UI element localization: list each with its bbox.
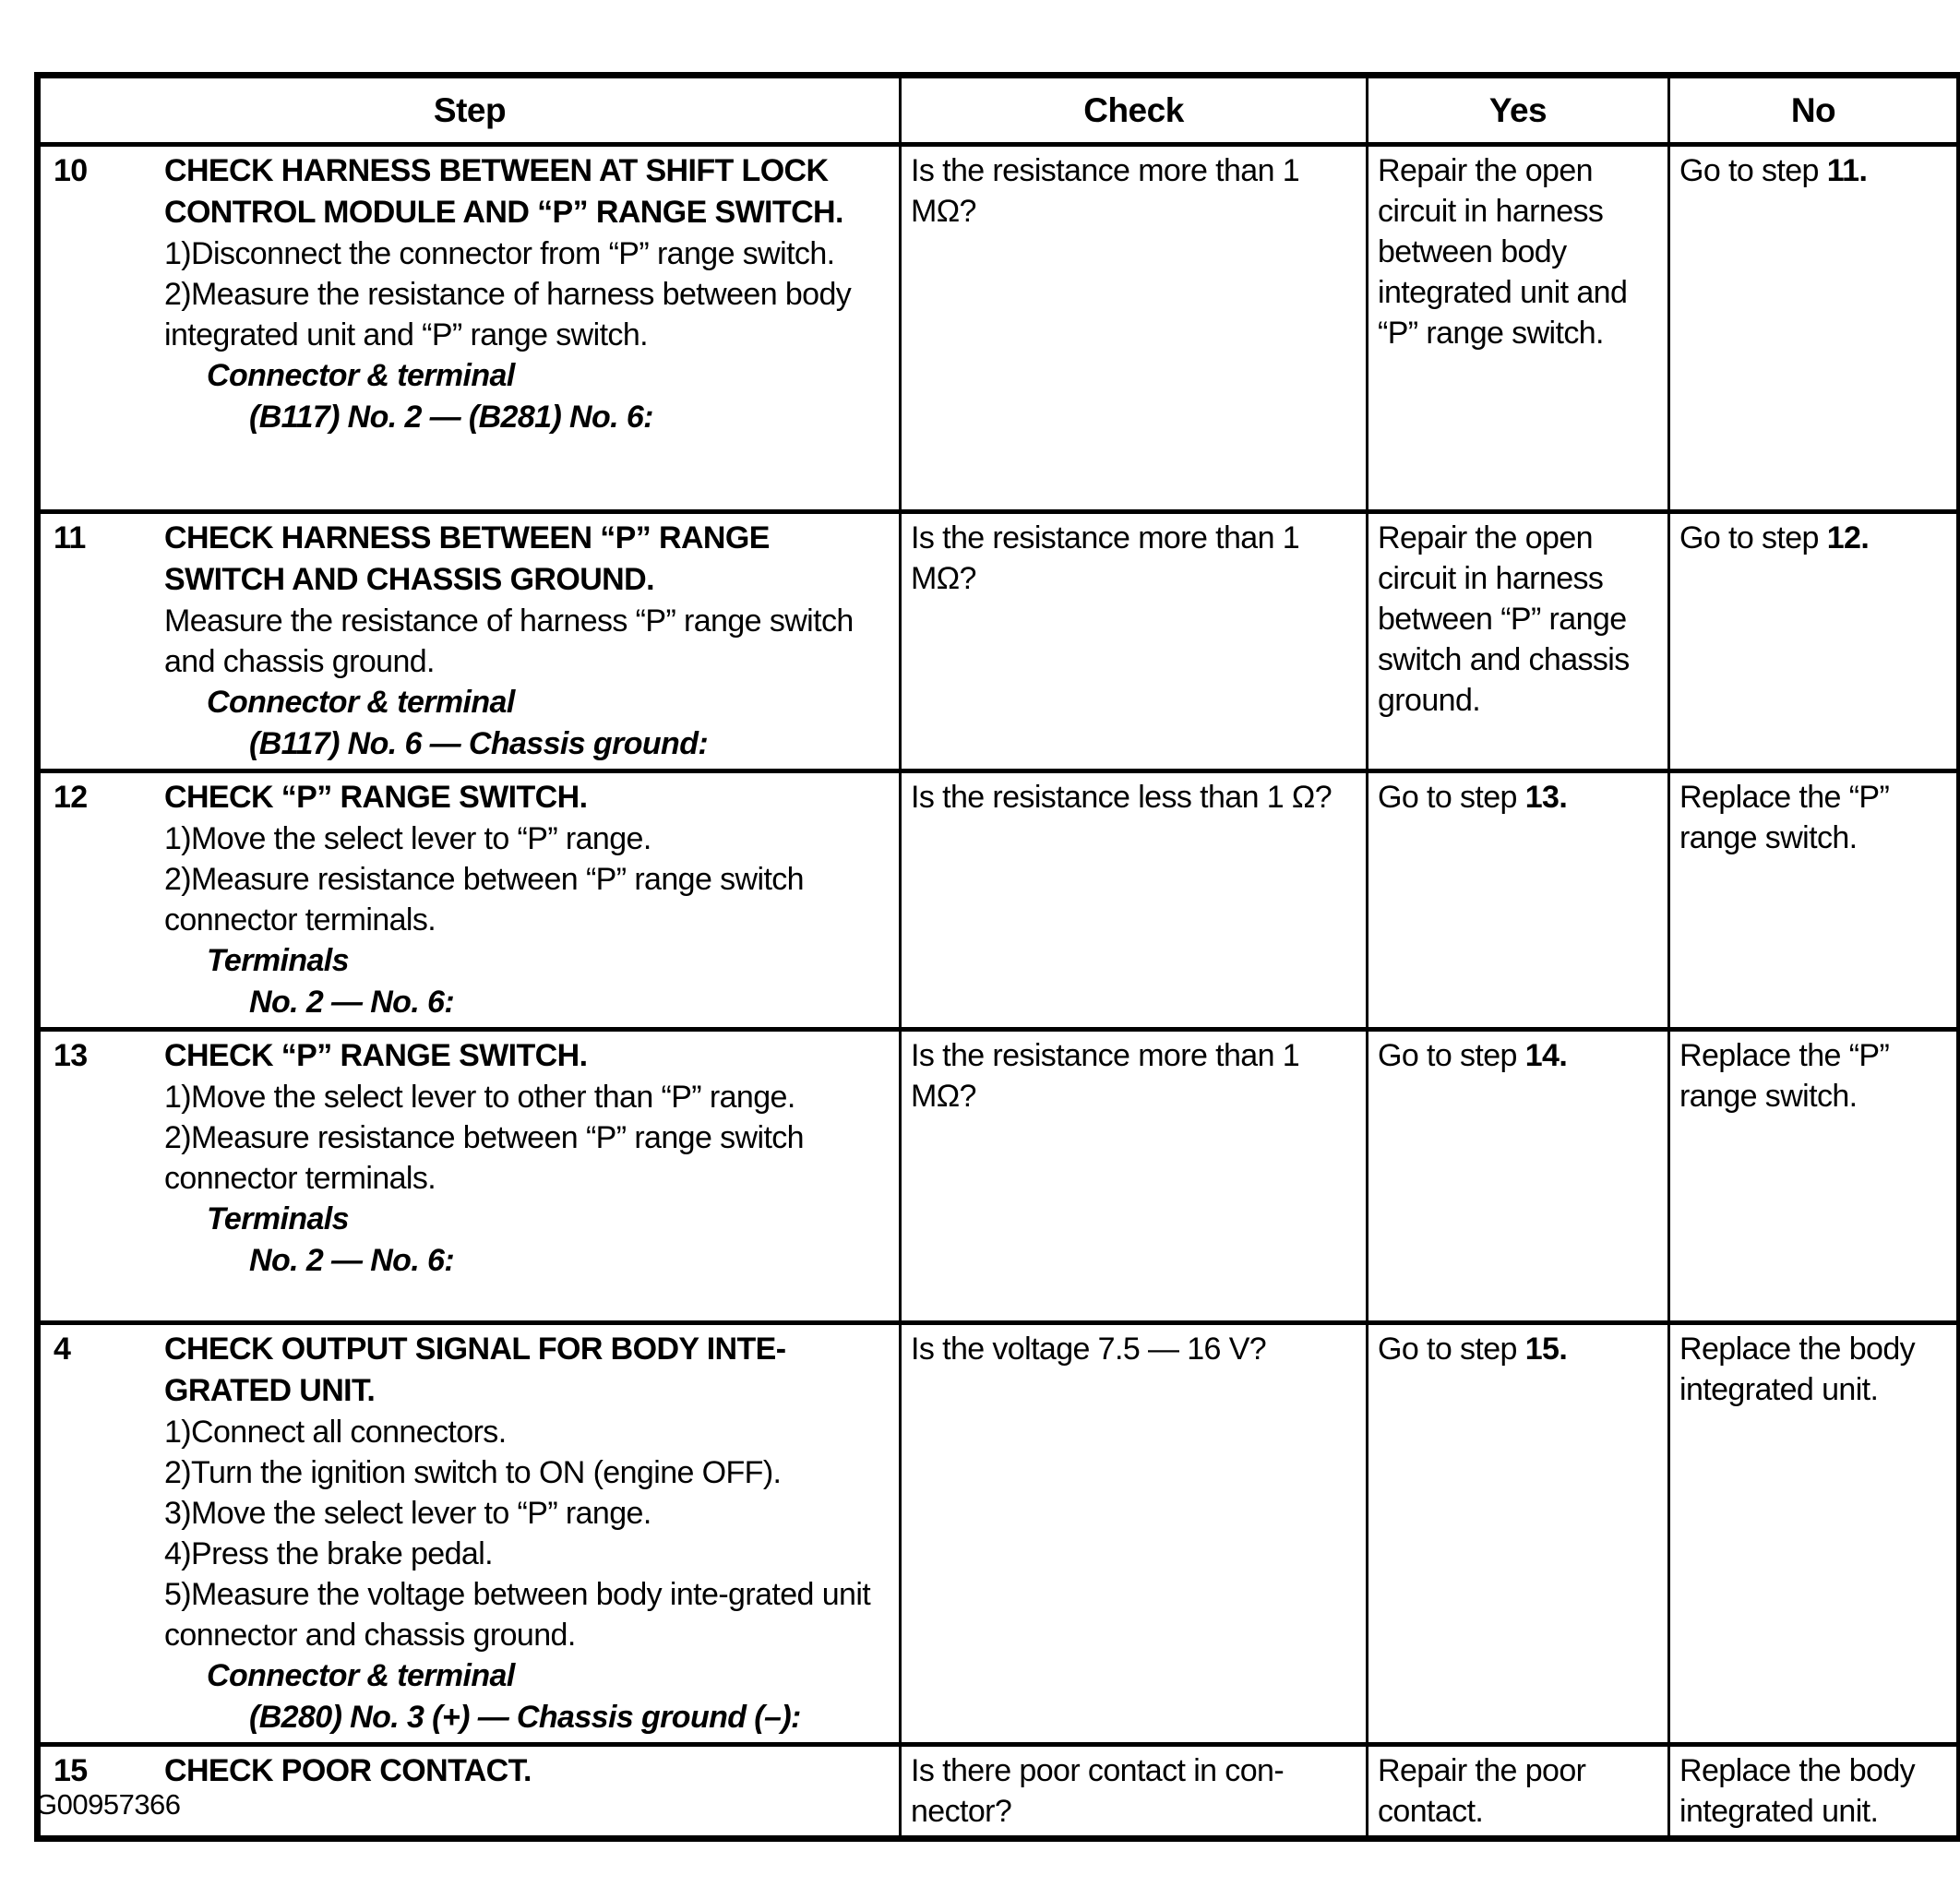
check-cell: Is the voltage 7.5 — 16 V? — [901, 1323, 1368, 1745]
no-cell: Replace the body integrated unit. — [1669, 1745, 1960, 1839]
goto-step-text: Go to step — [1378, 780, 1525, 815]
yes-cell: Repair the poor contact. — [1368, 1745, 1669, 1839]
step-sub-detail: (B117) No. 6 — Chassis ground: — [249, 726, 709, 761]
step-title: CHECK POOR CONTACT. — [164, 1753, 532, 1788]
no-cell — [1669, 512, 1960, 771]
step-title: CHECK OUTPUT SIGNAL FOR BODY INTE-GRATED UNIT. — [164, 1332, 786, 1408]
step-title: CHECK “P” RANGE SWITCH. — [164, 780, 588, 815]
column-header-check: Check — [901, 76, 1368, 145]
table-row — [38, 512, 1960, 771]
no-cell: Replace the “P” range switch. — [1669, 771, 1960, 1030]
yes-cell — [1368, 1030, 1669, 1323]
yes-cell — [1368, 1323, 1669, 1745]
step-instruction: 1)Disconnect the connector from “P” range switch. — [164, 236, 835, 271]
step-instruction: 2)Measure the resistance of harness between body integrated unit and “P” range switch. — [164, 277, 852, 352]
step-number: 4 — [54, 1332, 71, 1367]
goto-step-text: Go to step — [1679, 153, 1827, 188]
no-cell: Replace the body integrated unit. — [1669, 1323, 1960, 1745]
goto-step-text: Go to step — [1378, 1038, 1525, 1073]
check-cell: Is the resistance more than 1 MΩ? — [901, 1030, 1368, 1323]
check-cell: Is the resistance less than 1 Ω? — [901, 771, 1368, 1030]
figure-id: G00957366 — [35, 1788, 181, 1821]
table-row — [38, 1323, 1960, 1745]
step-sub-heading: Terminals — [207, 1201, 349, 1236]
step-title: CHECK HARNESS BETWEEN AT SHIFT LOCK CONTROL MODULE AND “P” RANGE SWITCH. — [164, 153, 843, 230]
no-cell: Replace the “P” range switch. — [1669, 1030, 1960, 1323]
goto-step-number: 13. — [1524, 780, 1568, 815]
step-cell — [38, 512, 901, 771]
goto-step-text: Go to step — [1679, 520, 1827, 555]
step-sub-detail: No. 2 — No. 6: — [249, 985, 455, 1020]
column-header-no: No — [1669, 76, 1960, 145]
step-number: 15 — [54, 1753, 88, 1788]
step-instruction: 5)Measure the voltage between body inte-grated unit connector and chassis ground. — [164, 1577, 871, 1653]
step-sub-heading: Connector & terminal — [207, 685, 515, 720]
table-row — [38, 771, 1960, 1030]
step-number: 12 — [54, 780, 88, 815]
goto-step-number: 14. — [1524, 1038, 1568, 1073]
step-sub-heading: Connector & terminal — [207, 358, 515, 393]
no-cell — [1669, 145, 1960, 512]
step-sub-detail: (B117) No. 2 — (B281) No. 6: — [249, 400, 653, 435]
step-number: 11 — [54, 520, 86, 555]
yes-cell: Repair the open circuit in harness between “P” range switch and chassis ground. — [1368, 512, 1669, 771]
step-sub-detail: (B280) No. 3 (+) — Chassis ground (–): — [249, 1700, 801, 1735]
goto-step-number: 12. — [1826, 520, 1870, 555]
step-sub-detail: No. 2 — No. 6: — [249, 1243, 455, 1278]
yes-cell: Repair the open circuit in harness between body integrated unit and “P” range switch. — [1368, 145, 1669, 512]
check-cell: Is the resistance more than 1 MΩ? — [901, 512, 1368, 771]
goto-step-number: 15. — [1524, 1332, 1568, 1367]
step-instruction: 4)Press the brake pedal. — [164, 1536, 494, 1571]
step-cell — [38, 1030, 901, 1323]
column-header-step: Step — [38, 76, 901, 145]
step-title: CHECK HARNESS BETWEEN “P” RANGE SWITCH AND CHASSIS GROUND. — [164, 520, 770, 597]
step-instruction: 2)Measure resistance between “P” range switch connector terminals. — [164, 862, 804, 938]
step-sub-heading: Connector & terminal — [207, 1658, 515, 1693]
diagnostic-table — [34, 72, 1960, 1842]
yes-cell — [1368, 771, 1669, 1030]
table-row — [38, 145, 1960, 512]
step-instruction: 1)Move the select lever to “P” range. — [164, 821, 651, 856]
step-instruction: 1)Move the select lever to other than “P” range. — [164, 1080, 795, 1115]
step-instruction: 3)Move the select lever to “P” range. — [164, 1496, 651, 1531]
table-row — [38, 1745, 1960, 1839]
step-cell — [38, 771, 901, 1030]
table-row — [38, 1030, 1960, 1323]
step-instruction: Measure the resistance of harness “P” range switch and chassis ground. — [164, 603, 854, 679]
step-instruction: 2)Measure resistance between “P” range switch connector terminals. — [164, 1120, 804, 1196]
step-cell — [38, 1323, 901, 1745]
check-cell: Is the resistance more than 1 MΩ? — [901, 145, 1368, 512]
goto-step-text: Go to step — [1378, 1332, 1525, 1367]
step-number: 10 — [54, 153, 88, 188]
step-instruction: 2)Turn the ignition switch to ON (engine OFF). — [164, 1455, 782, 1490]
step-cell — [38, 145, 901, 512]
check-cell: Is there poor contact in con-nector? — [901, 1745, 1368, 1839]
step-instruction: 1)Connect all connectors. — [164, 1415, 507, 1450]
step-sub-heading: Terminals — [207, 943, 349, 978]
step-number: 13 — [54, 1038, 88, 1073]
column-header-yes: Yes — [1368, 76, 1669, 145]
step-title: CHECK “P” RANGE SWITCH. — [164, 1038, 588, 1073]
header-row — [38, 76, 1960, 145]
goto-step-number: 11. — [1826, 153, 1868, 188]
